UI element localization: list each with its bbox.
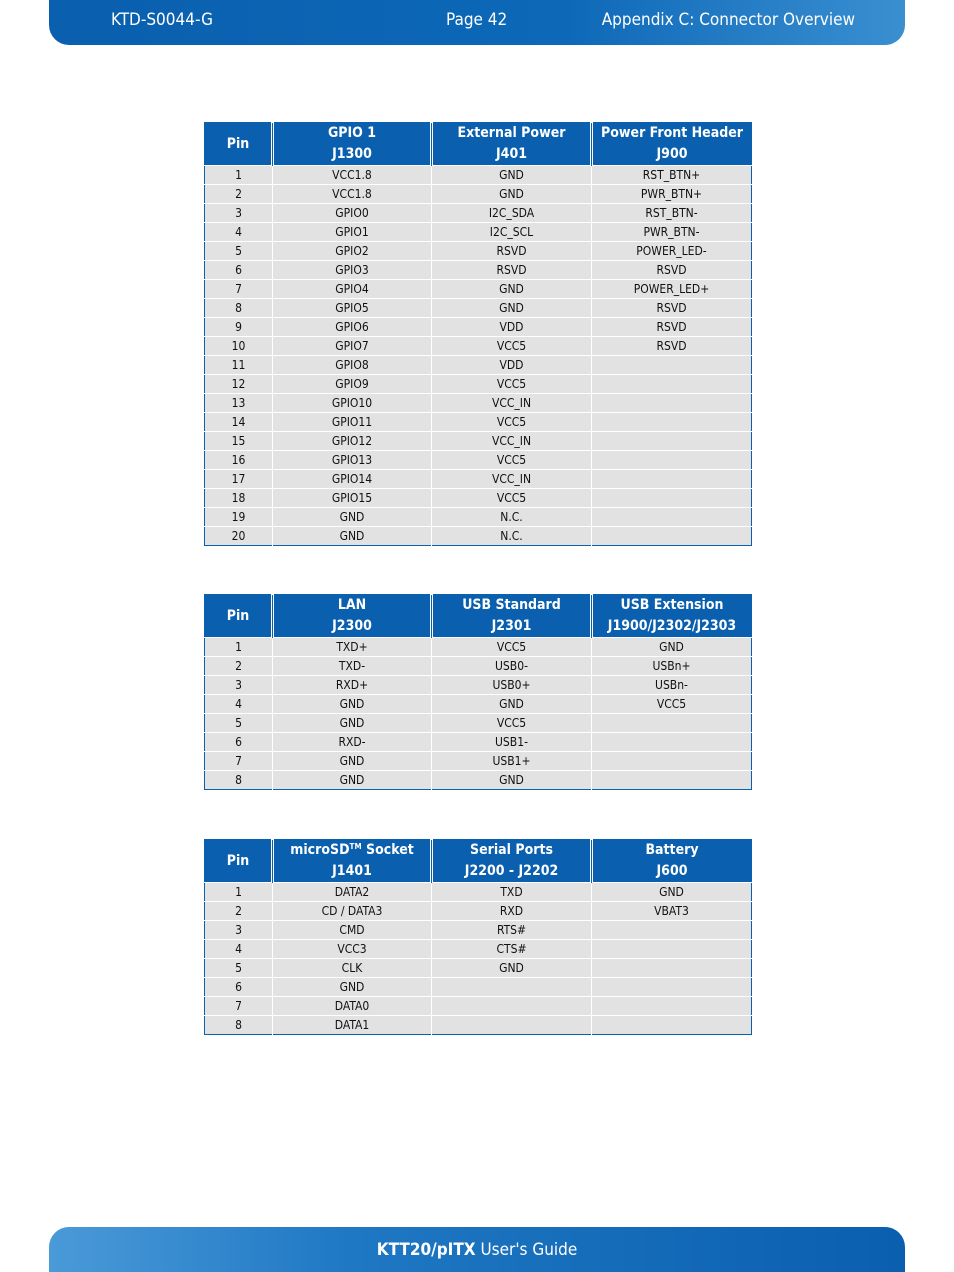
signal-cell [592,470,752,489]
pin-table-gpio-power [204,122,752,546]
table-row [205,451,752,470]
pin-number: 7 [205,280,273,299]
pin-number: 2 [205,657,273,676]
signal-cell: TXD [432,883,592,902]
signal-cell [592,978,752,997]
signal-cell: GND [273,714,432,733]
table-row [205,356,752,375]
pin-number: 12 [205,375,273,394]
signal-cell: GND [432,299,592,318]
table-row [205,375,752,394]
pin-number: 5 [205,959,273,978]
table-row [205,676,752,695]
column-header [432,840,592,883]
column-header-title: Battery [645,842,699,858]
page-header [49,0,905,45]
table-row [205,299,752,318]
table-row [205,280,752,299]
column-header-title: Pin [226,135,250,152]
signal-cell [592,375,752,394]
column-header-title: GPIO 1 [327,125,377,141]
pin-number: 8 [205,771,273,790]
signal-cell: GND [273,978,432,997]
signal-cell: USB0+ [432,676,592,695]
signal-cell [592,714,752,733]
column-header-title: USB Extension [620,597,724,613]
signal-cell: GPIO6 [273,318,432,337]
pin-number: 13 [205,394,273,413]
column-header [592,123,752,166]
table-row [205,714,752,733]
signal-cell: GND [273,527,432,546]
signal-cell: GND [273,771,432,790]
signal-cell: DATA1 [273,1016,432,1035]
column-header-connector: J401 [496,146,527,162]
table-row [205,771,752,790]
signal-cell [592,356,752,375]
column-header-title: LAN [337,597,367,613]
pin-number: 19 [205,508,273,527]
signal-cell: GND [273,752,432,771]
signal-cell: GPIO7 [273,337,432,356]
column-header [273,840,432,883]
table-row [205,337,752,356]
table-row [205,223,752,242]
column-header-title: USB Standard [462,597,561,613]
pin-number: 14 [205,413,273,432]
signal-cell: POWER_LED- [592,242,752,261]
column-header-connector: J1401 [332,863,372,879]
signal-cell: GPIO11 [273,413,432,432]
signal-cell: VDD [432,318,592,337]
signal-cell: VCC5 [432,714,592,733]
pin-number: 4 [205,695,273,714]
table-row [205,527,752,546]
signal-cell: GPIO4 [273,280,432,299]
page-footer [49,1227,905,1272]
guide-label: User's Guide [475,1240,578,1260]
column-header-connector: J2300 [332,618,372,634]
signal-cell: GND [273,695,432,714]
signal-cell: DATA0 [273,997,432,1016]
pin-number: 1 [205,638,273,657]
signal-cell: GPIO1 [273,223,432,242]
signal-cell [592,921,752,940]
signal-cell [592,997,752,1016]
column-header [592,840,752,883]
pin-number: 8 [205,299,273,318]
pin-number: 3 [205,921,273,940]
signal-cell: VCC3 [273,940,432,959]
table-row [205,318,752,337]
signal-cell: USB0- [432,657,592,676]
signal-cell [592,527,752,546]
signal-cell: RSVD [592,318,752,337]
table-row [205,470,752,489]
signal-cell [592,1016,752,1035]
signal-cell: RXD- [273,733,432,752]
header-row [205,123,752,166]
pin-number: 6 [205,261,273,280]
signal-cell: RSVD [592,337,752,356]
signal-cell: GPIO12 [273,432,432,451]
signal-cell: USBn- [592,676,752,695]
signal-cell: TXD- [273,657,432,676]
signal-cell: I2C_SDA [432,204,592,223]
column-header [205,840,273,883]
pin-number: 9 [205,318,273,337]
signal-cell: GND [432,771,592,790]
table-row [205,204,752,223]
signal-cell: RTS# [432,921,592,940]
signal-cell: N.C. [432,508,592,527]
signal-cell: GPIO0 [273,204,432,223]
pin-number: 15 [205,432,273,451]
signal-cell: GND [432,959,592,978]
signal-cell [592,733,752,752]
column-header [205,123,273,166]
signal-cell [592,489,752,508]
signal-cell: GND [432,166,592,185]
signal-cell: CD / DATA3 [273,902,432,921]
signal-cell: GPIO3 [273,261,432,280]
signal-cell: GND [432,185,592,204]
signal-cell: VBAT3 [592,902,752,921]
table-row [205,733,752,752]
column-header [273,123,432,166]
signal-cell: GPIO15 [273,489,432,508]
signal-cell: VCC5 [432,375,592,394]
pin-number: 6 [205,978,273,997]
column-header [432,123,592,166]
column-header-connector: J2301 [491,618,532,634]
signal-cell: DATA2 [273,883,432,902]
signal-cell: TXD+ [273,638,432,657]
pin-number: 18 [205,489,273,508]
signal-cell: PWR_BTN+ [592,185,752,204]
signal-cell: GPIO2 [273,242,432,261]
table-row [205,1016,752,1035]
column-header [592,595,752,638]
header-row [205,595,752,638]
signal-cell: GPIO9 [273,375,432,394]
table-row [205,432,752,451]
table-row [205,242,752,261]
signal-cell: CMD [273,921,432,940]
signal-cell: RXD+ [273,676,432,695]
signal-cell: VCC1.8 [273,185,432,204]
pin-number: 6 [205,733,273,752]
signal-cell: GPIO14 [273,470,432,489]
signal-cell: PWR_BTN- [592,223,752,242]
table-row [205,261,752,280]
column-header-title: Pin [226,852,250,869]
signal-cell: RST_BTN- [592,204,752,223]
signal-cell [592,959,752,978]
column-header-title: External Power [457,125,566,141]
column-header-connector: J600 [656,863,688,879]
table-row [205,940,752,959]
signal-cell [592,771,752,790]
signal-cell: GND [273,508,432,527]
signal-cell: VCC_IN [432,394,592,413]
pin-number: 16 [205,451,273,470]
signal-cell: VCC_IN [432,470,592,489]
signal-cell [592,413,752,432]
pin-number: 20 [205,527,273,546]
table-row [205,489,752,508]
pin-number: 4 [205,223,273,242]
table-row [205,921,752,940]
signal-cell: RXD [432,902,592,921]
table-row [205,752,752,771]
signal-cell: VCC1.8 [273,166,432,185]
pin-number: 5 [205,242,273,261]
signal-cell: VCC_IN [432,432,592,451]
table-row [205,413,752,432]
signal-cell: USB1- [432,733,592,752]
signal-cell: I2C_SCL [432,223,592,242]
signal-cell: VCC5 [432,413,592,432]
pin-number: 7 [205,997,273,1016]
signal-cell: CTS# [432,940,592,959]
pin-number: 10 [205,337,273,356]
signal-cell: GND [592,638,752,657]
column-header-title: microSD™ Socket [290,842,414,858]
signal-cell: RSVD [592,261,752,280]
table-row [205,883,752,902]
signal-cell: GPIO5 [273,299,432,318]
signal-cell: GND [432,695,592,714]
pin-number: 3 [205,204,273,223]
signal-cell: RSVD [592,299,752,318]
pin-number: 2 [205,902,273,921]
signal-cell: CLK [273,959,432,978]
pin-number: 11 [205,356,273,375]
column-header-title: Power Front Header [601,125,743,141]
signal-cell [432,1016,592,1035]
signal-cell: VDD [432,356,592,375]
pin-table-lan-usb [204,594,752,790]
signal-cell: POWER_LED+ [592,280,752,299]
trademark-superscript: TM [349,842,362,851]
signal-cell [592,508,752,527]
signal-cell: VCC5 [592,695,752,714]
signal-cell: VCC5 [432,489,592,508]
pin-number: 3 [205,676,273,695]
signal-cell: N.C. [432,527,592,546]
column-header-title: Pin [226,607,250,624]
column-header [273,595,432,638]
signal-cell [592,451,752,470]
table-row [205,997,752,1016]
signal-cell: GPIO13 [273,451,432,470]
signal-cell: GPIO10 [273,394,432,413]
pin-table-microsd-serial-battery [204,839,752,1035]
table-row [205,657,752,676]
table-row [205,394,752,413]
column-header-connector: J900 [656,146,688,162]
signal-cell: RSVD [432,242,592,261]
section-title: Appendix C: Connector Overview [601,10,855,30]
table-row [205,902,752,921]
header-row [205,840,752,883]
signal-cell: GND [432,280,592,299]
signal-cell: RST_BTN+ [592,166,752,185]
page-number: Page 42 [446,10,508,30]
document-id: KTD-S0044-G [111,10,213,30]
pin-number: 8 [205,1016,273,1035]
table-row [205,978,752,997]
column-header [205,595,273,638]
signal-cell: USB1+ [432,752,592,771]
signal-cell: VCC5 [432,451,592,470]
table-row [205,695,752,714]
pin-number: 7 [205,752,273,771]
signal-cell [432,978,592,997]
signal-cell: GPIO8 [273,356,432,375]
table-row [205,508,752,527]
signal-cell: USBn+ [592,657,752,676]
signal-cell [592,940,752,959]
signal-cell: RSVD [432,261,592,280]
pin-number: 17 [205,470,273,489]
pin-number: 1 [205,883,273,902]
table-row [205,185,752,204]
signal-cell [592,752,752,771]
pin-number: 2 [205,185,273,204]
table-row [205,166,752,185]
table-row [205,959,752,978]
column-header-connector: J1300 [332,146,372,162]
column-header-connector: J2200 - J2202 [464,863,559,879]
column-header-title: Serial Ports [470,842,553,858]
signal-cell: VCC5 [432,337,592,356]
product-name: KTT20/pITX [376,1240,476,1260]
footer-title [49,1240,905,1260]
pin-number: 5 [205,714,273,733]
pin-number: 1 [205,166,273,185]
signal-cell [592,432,752,451]
signal-cell [592,394,752,413]
column-header-connector: J1900/J2302/J2303 [607,618,737,634]
signal-cell [432,997,592,1016]
pin-number: 4 [205,940,273,959]
signal-cell: VCC5 [432,638,592,657]
signal-cell: GND [592,883,752,902]
column-header [432,595,592,638]
table-row [205,638,752,657]
